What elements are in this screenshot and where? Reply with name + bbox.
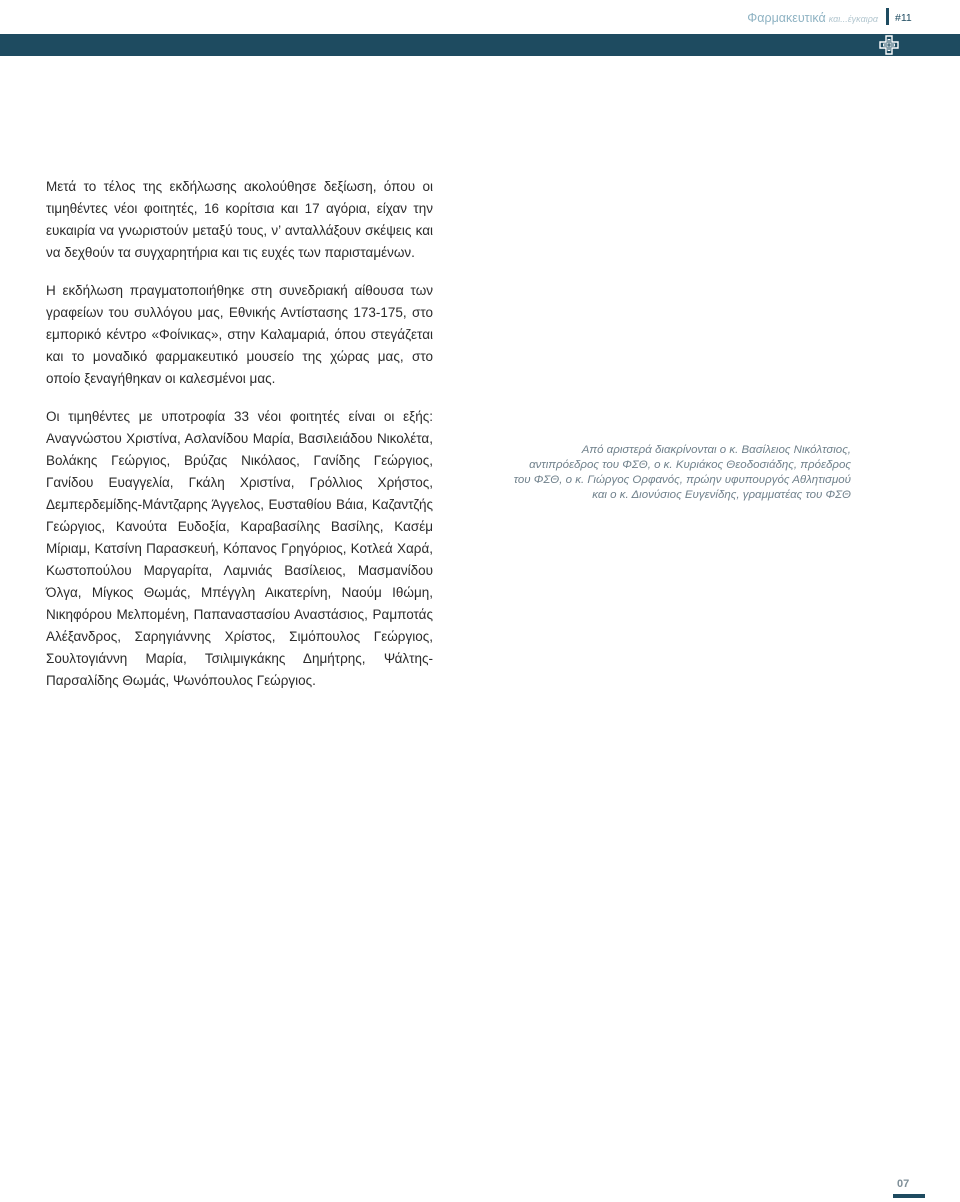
magazine-title [747, 9, 878, 28]
magazine-title-main: Φαρμακευτικά [747, 11, 826, 25]
header-divider [886, 8, 889, 25]
caption-line: Από αριστερά διακρίνονται ο κ. Βασίλειος Νικόλτσιος, [581, 444, 851, 456]
paragraph-venue: Η εκδήλωση πραγματοποιήθηκε στη συνεδριακή αίθουσα των γραφείων του συλλόγου μας, Εθνικής Αντίστασης 173-175, στο εμπορικό κέντρο «Φοίνικας», στην Καλαμαριά, όπου στεγάζεται και το μοναδικό φαρμακευτικό μουσείο της χώρας μας, στο οποίο ξεναγήθηκαν οι καλεσμένοι μας. [46, 283, 433, 386]
page-number: 07 [897, 1178, 910, 1190]
paragraph-reception: Μετά το τέλος της εκδήλωσης ακολούθησε δεξίωση, όπου οι τιμηθέντες νέοι φοιτητές, 16 κορίτσια και 17 αγόρια, είχαν την ευκαιρία να γνωριστούν μεταξύ τους, ν’ ανταλλάξουν σκέψεις και να δεχθούν τα συγχαρητήρια και τις ευχές των παρισταμένων. [46, 179, 433, 260]
footer-bar [893, 1194, 925, 1198]
pharmacy-cross-icon [878, 34, 900, 56]
caption-line: και ο κ. Διονύσιος Ευγενίδης, γραμματέας του ΦΣΘ [592, 489, 851, 501]
article-body [46, 176, 433, 708]
magazine-title-sub: και...έγκαιρα [828, 14, 878, 24]
caption-line: του ΦΣΘ, ο κ. Γιώργος Ορφανός, πρώην υφυπουργός Αθλητισμού [513, 474, 851, 486]
issue-number: #11 [895, 12, 912, 24]
caption-line: αντιπρόεδρος του ΦΣΘ, ο κ. Κυριάκος Θεοδοσιάδης, πρόεδρος [529, 459, 851, 471]
header-band [0, 34, 960, 56]
paragraph-scholarship-list: Οι τιμηθέντες με υποτροφία 33 νέοι φοιτητές είναι οι εξής: Αναγνώστου Χριστίνα, Ασλανίδου Μαρία, Βασιλειάδου Νικολέτα, Βολάκης Γεώργιος, Βρύζας Νικόλαος, Γανίδης Γεώργιος, Γανίδου Ευαγγελία, Γκάλη Χριστίνα, Γρόλλιος Χρήστος, Δεμπερδεμίδης-Μάντζαρης Άγγελος, Ευσταθίου Βάια, Καζαντζής Γεώργιος, Κανούτα Ευδοξία, Καραβασίλης Βασίλης, Κασέμ Μίριαμ, Κατσίνη Παρασκευή, Κόπανος Γρηγόριος, Κοτλεά Χαρά, Κωστοπούλου Μαργαρίτα, Λαμνιάς Βασίλειος, Μασμανίδου Όλγα, Μίγκος Θωμάς, Μπέγγλη Αικατερίνη, Ναούμ Ιθώμη, Νικηφόρου Μελπομένη, Παπαναστασίου Αναστάσιος, Ραμποτάς Αλέξανδρος, Σαρηγιάννης Χρίστος, Σιμόπουλος Γεώργιος, Σουλτογιάννη Μαρία, Τσιλιμιγκάκης Δημήτρης, Ψάλτης-Παρσαλίδης Θωμάς, Ψωνόπουλος Γεώργιος. [46, 409, 433, 688]
photo-caption [440, 443, 851, 503]
